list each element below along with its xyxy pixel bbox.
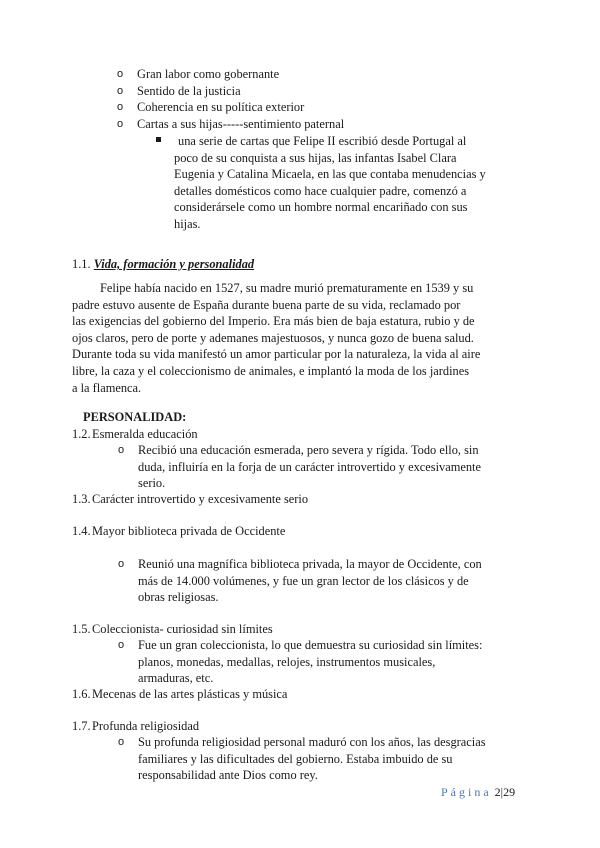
bullet-o: o <box>117 68 124 80</box>
personalidad-heading: PERSONALIDAD: <box>83 410 187 424</box>
footer-page: 2 <box>494 785 501 799</box>
bullet-o: o <box>118 558 125 570</box>
footer-label: Página <box>441 785 492 799</box>
list-item: o Sentido de la justicia <box>117 83 241 98</box>
bullet-o: o <box>118 736 125 748</box>
item-heading-1-5: 1.5.Coleccionista- curiosidad sin límites <box>72 622 273 636</box>
item-heading-1-3: 1.3.Carácter introvertido y excesivamente serio <box>72 492 309 506</box>
list-item: o Cartas a sus hijas-----sentimiento paternal <box>117 116 345 131</box>
page-footer <box>441 784 515 801</box>
footer-total: 29 <box>503 785 516 799</box>
bullet-o: o <box>117 84 124 97</box>
item-heading-1-6: 1.6.Mecenas de las artes plásticas y música <box>72 687 288 701</box>
item-heading-1-7: 1.7.Profunda religiosidad <box>72 719 200 733</box>
footer-separator: | <box>500 785 504 799</box>
bullet-o: o <box>117 101 124 114</box>
item-bullet-1-2: o Recibió una educación esmerada, pero severa y rígida. Todo ello, sin duda, influiría en la forja de un carácter introvertido y excesivamente serio. <box>118 443 481 491</box>
list-item: o Coherencia en su política exterior <box>117 100 305 115</box>
bullet-o: o <box>118 639 125 651</box>
item-heading-1-2: 1.2.Esmeralda educación <box>72 427 198 441</box>
item-bullet-1-4: o Reunió una magnífica biblioteca privada, la mayor de Occidente, con más de 14.000 volúmenes, y fue un gran lector de los clásicos y de obras religiosas. <box>118 557 482 605</box>
top-list <box>117 66 557 132</box>
section-heading-1-1: 1.1. Vida, formación y personalidad <box>72 257 255 271</box>
square-bullet-icon <box>156 137 161 142</box>
paragraph: Felipe había nacido en 1527, su madre murió prematuramente en 1539 y su padre estuvo ausente de España durante buena parte de su vida, reclamado por las exigencias del gobierno del Imperio. Era más bien de baja estatura, rubio y de ojos claros, pero de porte y ademanes majestuosos, y nunca gozo de buena salud. Durante toda su vida manifestó un amor particular por la naturaleza, la vida al aire libre, la caza y el coleccionismo de animales, e implantó la moda de los jardines a la flamenca. <box>72 281 481 395</box>
item-bullet-1-7: o Su profunda religiosidad personal maduró con los años, las desgracias familiares y las dificultades del gobierno. Estaba imbuido de su responsabilidad ante Dios como rey. <box>118 735 486 783</box>
section-title: Vida, formación y personalidad <box>93 257 255 271</box>
list-item: o Gran labor como gobernante <box>117 67 280 81</box>
bullet-o: o <box>118 444 125 456</box>
sub-bullet: una serie de cartas que Felipe II escribió desde Portugal al poco de su conquista a sus hijas, las infantas Isabel Clara Eugenia y Catalina Micaela, en las que contaba menudencias y detalles domésticos como hace cualquier padre, comenzó a considerársele como un hombre normal encariñado con sus hijas. <box>174 133 544 233</box>
item-heading-1-4: 1.4.Mayor biblioteca privada de Occidente <box>72 524 286 538</box>
bullet-o: o <box>117 117 124 130</box>
item-bullet-1-5: o Fue un gran coleccionista, lo que demuestra su curiosidad sin límites: planos, monedas, medallas, relojes, instrumentos musicales, armaduras, etc. <box>118 638 483 686</box>
